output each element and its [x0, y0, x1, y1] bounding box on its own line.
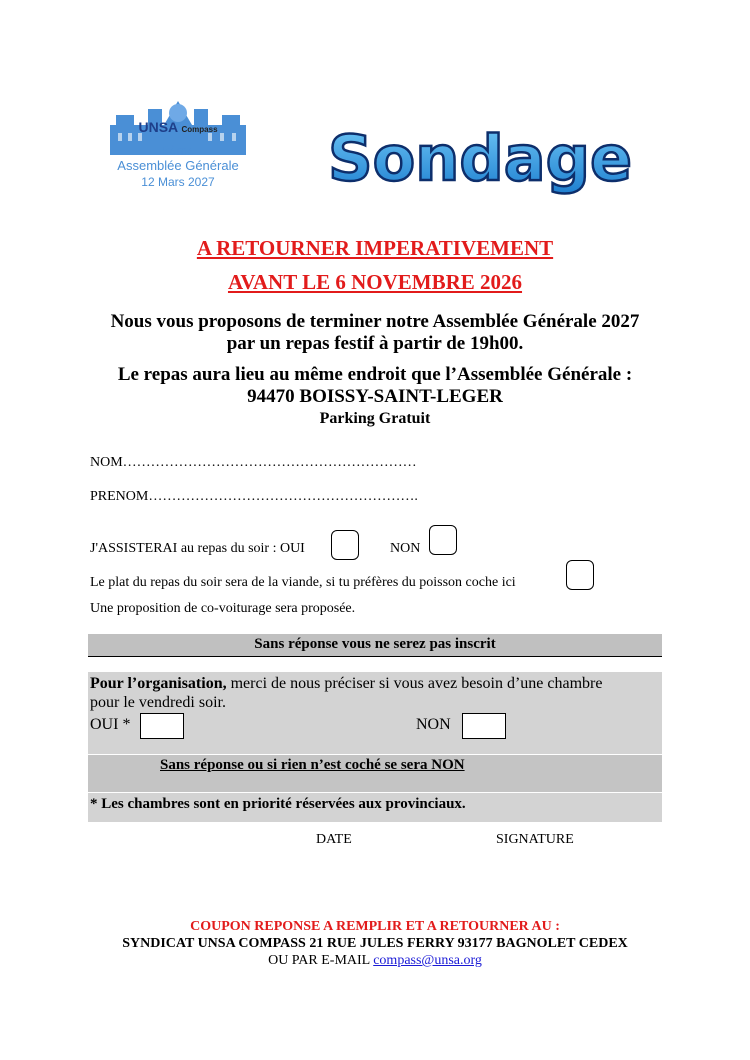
logo-line1: 8ème [161, 143, 195, 158]
footer-email-prefix: OU PAR E-MAIL [268, 953, 374, 968]
room-no-answer: Sans réponse ou si rien n’est coché se sera NON [160, 757, 465, 773]
logo-brand: UNSA Compass [138, 119, 218, 135]
footer-address: SYNDICAT UNSA COMPASS 21 RUE JULES FERRY 93177 BAGNOLET CEDEX [122, 936, 628, 951]
attend-oui-checkbox[interactable] [331, 530, 359, 560]
no-answer-banner [88, 634, 662, 657]
intro-line1: Nous vous proposons de terminer notre Assemblée Générale 2027 [110, 311, 640, 332]
sondage-text: Sondage [327, 122, 633, 195]
room-priority-note: * Les chambres sont en priorité réservées aux provinciaux. [90, 796, 466, 812]
organisation-box [88, 672, 662, 822]
attend-non-checkbox[interactable] [429, 525, 457, 555]
no-answer-text: Sans réponse vous ne serez pas inscrit [254, 636, 496, 652]
intro-line4: 94470 BOISSY-SAINT-LEGER [247, 386, 503, 407]
intro-line3: Le repas aura lieu au même endroit que l’Assemblée Générale : [117, 364, 633, 385]
room-oui-checkbox[interactable] [140, 713, 184, 739]
room-non-checkbox[interactable] [462, 713, 506, 739]
fish-label: Le plat du repas du soir sera de la viande, si tu préfères du poisson coche ici [90, 575, 516, 590]
deadline-line2: AVANT LE 6 NOVEMBRE 2026 [227, 270, 523, 294]
deadline-line1: A RETOURNER IMPERATIVEMENT [196, 236, 554, 260]
intro-line5: Parking Gratuit [319, 410, 431, 427]
signature-label: SIGNATURE [496, 832, 574, 847]
carpool-note: Une proposition de co-voiturage sera proposée. [90, 601, 356, 616]
prenom-field[interactable]: PRENOM…………………………………………………. [90, 489, 418, 504]
logo-date: 12 Mars 2027 [141, 175, 215, 189]
date-label: DATE [316, 832, 352, 847]
attend-label: J'ASSISTERAI au repas du soir : OUI [90, 541, 305, 556]
room-oui-label: OUI * [90, 716, 131, 733]
email-link[interactable]: compass@unsa.org [373, 953, 482, 968]
footer-email-line [0, 953, 750, 969]
nom-field[interactable]: NOM……………………………………………………… [90, 455, 417, 470]
fish-checkbox[interactable] [566, 560, 594, 590]
room-non-label: NON [416, 716, 451, 733]
footer-instructions: COUPON REPONSE A REMPLIR ET A RETOURNER AU : [190, 919, 560, 934]
logo-line2: Assemblée Générale [117, 158, 239, 173]
organisation-question: Pour l’organisation, merci de nous préciser si vous avez besoin d’une chambre [90, 675, 603, 692]
intro-line2: par un repas festif à partir de 19h00. [226, 333, 524, 354]
attend-non-label: NON [390, 541, 421, 556]
organisation-line2: pour le vendredi soir. [90, 694, 226, 711]
sondage-wordart [315, 120, 645, 200]
event-logo [108, 95, 248, 195]
